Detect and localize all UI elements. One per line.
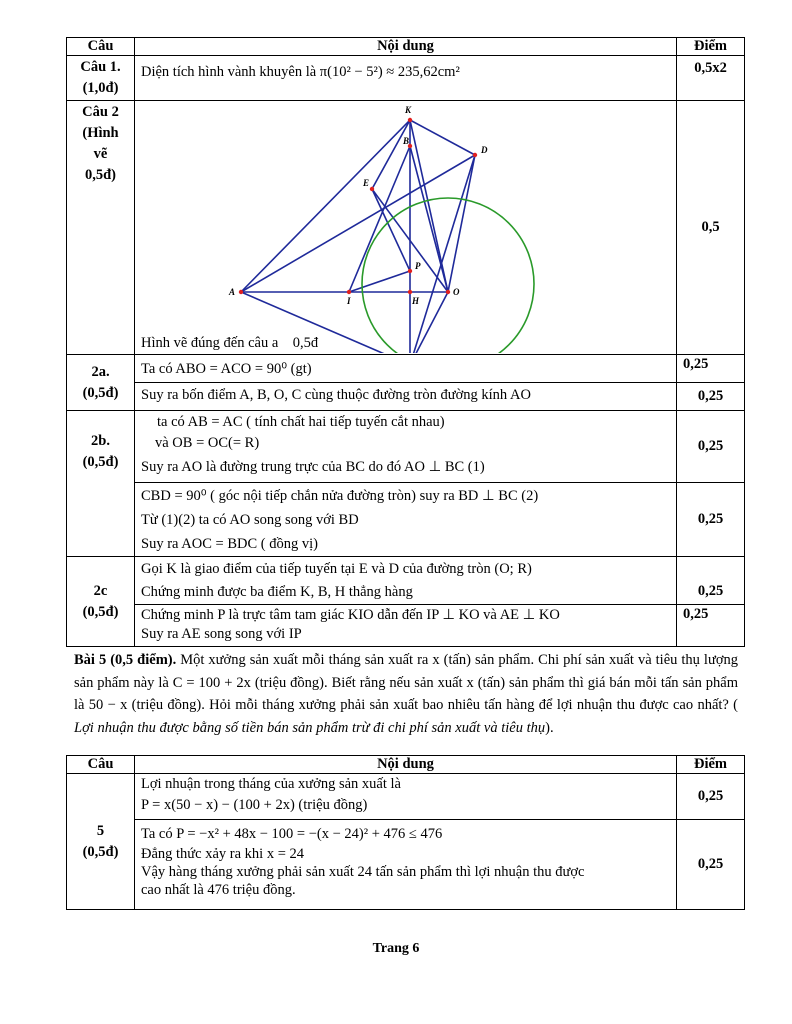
header-row <box>67 38 745 56</box>
header-noidung: Nội dung <box>135 38 677 56</box>
bai-5-tail: ). <box>545 719 554 736</box>
bai-5-title: Bài 5 (0,5 điểm). <box>74 652 177 668</box>
cau-2b-part-1: ta có AB = AC ( tính chất hai tiếp tuyến cắt nhau) và OB = OC(= R) Suy ra AO là đường trung trực của BC do đó AO ⊥ BC (1) <box>135 411 677 483</box>
cau-2b-score-2: 0,25 <box>677 483 745 557</box>
cau-2a-score-2: 0,25 <box>677 383 745 411</box>
row-5-2 <box>67 820 745 910</box>
header-noidung-2: Nội dung <box>135 756 677 774</box>
row-2b-2 <box>67 483 745 557</box>
header-diem: Điểm <box>677 38 745 56</box>
label-I: I <box>347 296 351 306</box>
label-E: E <box>363 178 370 188</box>
label-K: K <box>405 105 412 115</box>
row-2a-2 <box>67 383 745 411</box>
row-2c-1 <box>67 557 745 605</box>
bai-5-text: Một xưởng sản xuất mỗi tháng sản xuất ra x (tấn) sản phẩm. Chi phí sản xuất và tiêu thụ lượng sản phẩm này là C = 100 + 2x (triệu đồng). Biết rằng nếu sản xuất x (tấn) sản phẩm thì giá bán mỗi tấn sản phẩm là 50 − x (triệu đồng). Hỏi mỗi tháng xưởng phải sản xuất bao nhiêu tấn hàng để lợi nhuận thu được cao nhất? ( <box>74 652 738 714</box>
cau-5-score-2: 0,25 <box>677 820 745 910</box>
line-KD <box>410 120 475 155</box>
cau-5-score-1: 0,25 <box>677 774 745 820</box>
cau-2a-label: 2a. (0,5đ) <box>67 355 135 411</box>
cau-2a-score-1: 0,25 <box>677 355 745 383</box>
answer-table-1 <box>66 37 745 647</box>
cau-1-label: Câu 1. (1,0đ) <box>67 56 135 101</box>
page-footer: Trang 6 <box>372 941 420 956</box>
cau-2c-label: 2c (0,5đ) <box>67 557 135 647</box>
cau-2a-line-1: Ta có ABO = ACO = 90⁰ (gt) <box>135 355 677 383</box>
label-D: D <box>481 145 488 155</box>
line-DO <box>448 155 475 292</box>
cau-2c-part-1: Gọi K là giao điểm của tiếp tuyến tại E và D của đường tròn (O; R) Chứng minh được ba điểm K, B, H thẳng hàng <box>135 557 677 605</box>
row-cau-2-figure <box>67 101 745 355</box>
line-IB <box>349 146 410 292</box>
label-O: O <box>453 287 460 297</box>
label-A: A <box>229 287 236 297</box>
header-cau: Câu <box>67 38 135 56</box>
cau-2-figure-cell <box>135 101 677 355</box>
row-2b-1 <box>67 411 745 483</box>
row-2c-2 <box>67 605 745 647</box>
cau-2c-part-2: Chứng minh P là trực tâm tam giác KIO dẫn đến IP ⊥ KO và AE ⊥ KO Suy ra AE song song với IP <box>135 605 677 647</box>
bai-5-italic-note: Lợi nhuận thu được bằng số tiền bán sản phẩm trừ đi chi phí sản xuất và tiêu thụ <box>74 719 546 736</box>
cau-1-content <box>135 56 677 101</box>
header-row-2 <box>67 756 745 774</box>
cau-2a-line-2: Suy ra bốn điểm A, B, O, C cùng thuộc đường tròn đường kính AO <box>135 383 677 411</box>
row-2a-1 <box>67 355 745 383</box>
figure-caption: Hình vẽ đúng đến câu a 0,5đ <box>141 335 319 351</box>
label-P: P <box>415 261 421 271</box>
cau-5-label: 5 (0,5đ) <box>67 774 135 910</box>
line-EP <box>372 189 410 271</box>
cau-1-text: Diện tích hình vành khuyên là π(10² − 5²) ≈ 235,62cm² <box>141 64 460 80</box>
cau-2b-label: 2b. (0,5đ) <box>67 411 135 557</box>
header-cau-2: Câu <box>67 756 135 774</box>
line-EK <box>372 120 410 189</box>
cau-2c-score-2: 0,25 <box>677 605 745 647</box>
cau-5-part-2: Ta có P = −x² + 48x − 100 = −(x − 24)² + 476 ≤ 476 Đẳng thức xảy ra khi x = 24 Vậy hàng tháng xưởng phải sản xuất 24 tấn sản phẩm thì lợi nhuận thu được cao nhất là 476 triệu đồng. <box>135 820 677 910</box>
label-H: H <box>412 296 420 306</box>
geometry-figure <box>135 101 675 353</box>
cau-5-part-1: Lợi nhuận trong tháng của xưởng sản xuất là P = x(50 − x) − (100 + 2x) (triệu đồng) <box>135 774 677 820</box>
cau-2-label: Câu 2 (Hình vẽ 0,5đ) <box>67 101 135 355</box>
cau-2-figure-score: 0,5 <box>677 101 745 355</box>
bai-5-problem <box>74 649 738 739</box>
cau-2b-score-1: 0,25 <box>677 411 745 483</box>
row-5-1 <box>67 774 745 820</box>
header-diem-2: Điểm <box>677 756 745 774</box>
cau-2c-score-1: 0,25 <box>677 557 745 605</box>
line-IP <box>349 271 410 292</box>
cau-1-score: 0,5x2 <box>677 56 745 101</box>
cau-2b-part-2: CBD = 90⁰ ( góc nội tiếp chắn nửa đường tròn) suy ra BD ⊥ BC (2) Từ (1)(2) ta có AO song song với BD Suy ra AOC = BDC ( đồng vị) <box>135 483 677 557</box>
answer-table-2 <box>66 755 745 910</box>
figure-lines <box>241 120 475 353</box>
label-B: B <box>403 136 410 146</box>
row-cau-1 <box>67 56 745 101</box>
